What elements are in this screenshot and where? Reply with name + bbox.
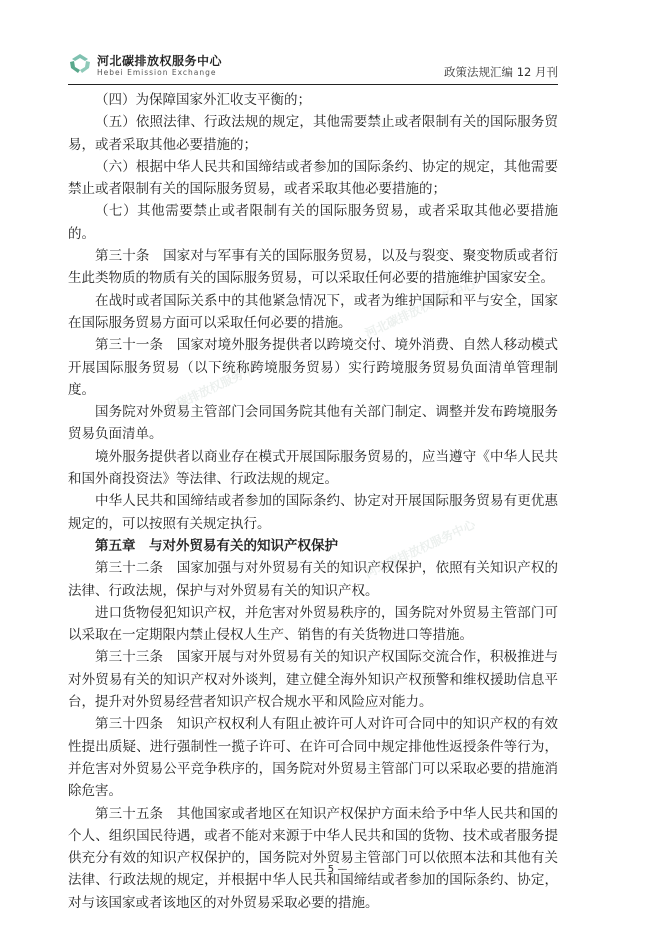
paragraph: 第三十五条 其他国家或者地区在知识产权保护方面未给予中华人民共和国的个人、组织国民待遇，或者不能对来源于中华人民共和国的货物、技术或者服务提供充分有效的知识产权保护的，国务院对外贸易主管部门可以依照本法和其他有关法律、行政法规的规定，并根据中华人民共和国缔结或者参加的国际条约、协定，对与该国家或者该地区的对外贸易采取必要的措施。 — [68, 805, 558, 911]
watermark: 河北碳排放权服务中心 — [362, 517, 478, 581]
paragraph: 第三十四条 知识产权权利人有阻止被许可人对许可合同中的知识产权的有效性提出质疑、进行强制性一揽子许可、在许可合同中规定排他性返授条件等行为，并危害对外贸易公平竞争秩序的，国务院对外贸易主管部门可以采取必要的措施消除危害。 — [68, 716, 558, 800]
org-name: 河北碳排放权服务中心 — [97, 54, 223, 68]
paragraph: （七）其他需要禁止或者限制有关的国际服务贸易，或者采取其他必要措施的。 — [68, 203, 558, 242]
publication-title: 政策法规汇编 12 月刊 — [444, 65, 558, 79]
page-header — [68, 50, 558, 85]
paragraph: 第三十三条 国家开展与对外贸易有关的知识产权国际交流合作，积极推进与对外贸易有关的知识产权对外谈判，建立健全海外知识产权预警和维权援助信息平台，提升对外贸易经营者知识产权合规水平和风险应对能力。 — [68, 649, 558, 711]
page-number: — 5 — — [314, 864, 348, 875]
watermark: 河北碳排放权服务中心 — [152, 357, 268, 421]
paragraph: （六）根据中华人民共和国缔结或者参加的国际条约、协定的规定，其他需要禁止或者限制有关的国际服务贸易，或者采取其他必要措施的； — [68, 158, 558, 198]
org-name-en: Hebei Emission Exchange — [97, 68, 217, 77]
paragraph: 进口货物侵犯知识产权，并危害对外贸易秩序的，国务院对外贸易主管部门可以采取在一定期限内禁止侵权人生产、销售的有关货物进口等措施。 — [68, 604, 558, 644]
paragraph: 境外服务提供者以商业存在模式开展国际服务贸易的，应当遵守《中华人民共和国外商投资法》等法律、行政法规的规定。 — [68, 448, 558, 488]
paragraph: （五）依照法律、行政法规的规定，其他需要禁止或者限制有关的国际服务贸易，或者采取其他必要措施的； — [68, 114, 558, 153]
paragraph: 国务院对外贸易主管部门会同国务院其他有关部门制定、调整并发布跨境服务贸易负面清单。 — [68, 404, 558, 443]
logo-icon — [68, 52, 92, 76]
paragraph: 中华人民共和国缔结或者参加的国际条约、协定对开展国际服务贸易有更优惠规定的，可以按照有关规定执行。 — [68, 493, 558, 532]
watermark: 河北碳排放权服务中心 — [362, 277, 478, 341]
paragraph: 第三十一条 国家对境外服务提供者以跨境交付、境外消费、自然人移动模式开展国际服务贸易（以下统称跨境服务贸易）实行跨境服务贸易负面清单管理制度。 — [68, 337, 558, 398]
paragraph: 第三十二条 国家加强与对外贸易有关的知识产权保护，依照有关知识产权的法律、行政法规，保护与对外贸易有关的知识产权。 — [68, 560, 558, 599]
document-body — [68, 89, 558, 914]
paragraph: 在战时或者国际关系中的其他紧急情况下，或者为维护国际和平与安全，国家在国际服务贸易方面可以采取任何必要的措施。 — [68, 292, 558, 331]
paragraph: 第三十条 国家对与军事有关的国际服务贸易，以及与裂变、聚变物质或者衍生此类物质的物质有关的国际服务贸易，可以采取任何必要的措施维护国家安全。 — [68, 248, 558, 287]
paragraph: （四）为保障国家外汇收支平衡的； — [95, 92, 311, 108]
chapter-heading: 第五章 与对外贸易有关的知识产权保护 — [95, 537, 338, 554]
